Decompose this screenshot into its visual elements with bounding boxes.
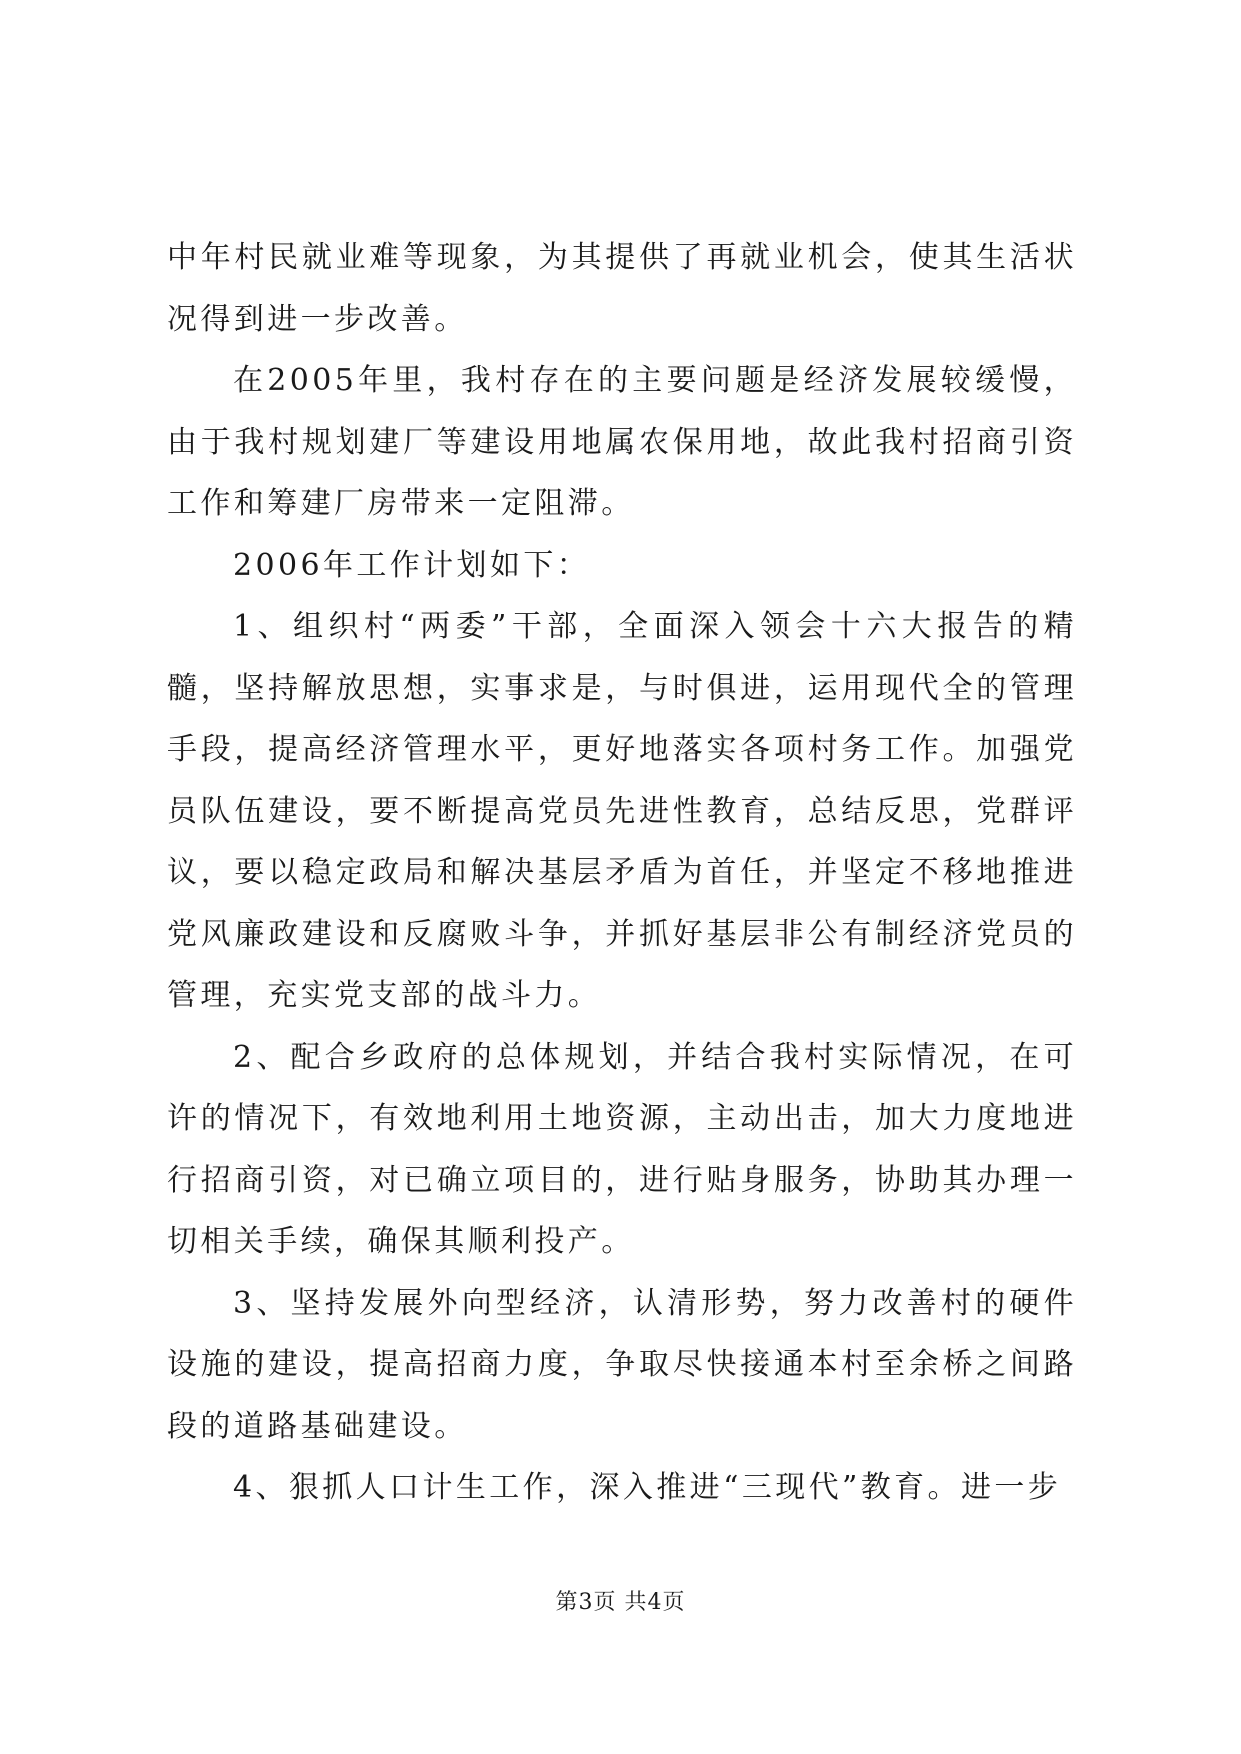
paragraph-problems-2005: 在2005年里，我村存在的主要问题是经济发展较缓慢，由于我村规划建厂等建设用地属农保用地，故此我村招商引资工作和筹建厂房带来一定阻滞。	[167, 363, 1077, 521]
document-body	[167, 227, 1077, 1519]
paragraph-plan-item-3: 3、坚持发展外向型经济，认清形势，努力改善村的硬件设施的建设，提高招商力度，争取尽快接通本村至余桥之间路段的道路基础建设。	[167, 1285, 1077, 1444]
page-footer	[0, 1588, 1241, 1618]
paragraph-plan-heading: 2006年工作计划如下：	[233, 547, 591, 583]
paragraph-plan-item-4: 4、狠抓人口计生工作，深入推进“三现代”教育。进一步	[233, 1470, 1062, 1505]
paragraph-continuation: 中年村民就业难等现象，为其提供了再就业机会，使其生活状况得到进一步改善。	[167, 240, 1077, 337]
paragraph-plan-item-2: 2、配合乡政府的总体规划，并结合我村实际情况，在可许的情况下，有效地利用土地资源，主动出击，加大力度地进行招商引资，对已确立项目的，进行贴身服务，协助其办理一切相关手续，确保其顺利投产。	[167, 1039, 1077, 1259]
paragraph-plan-item-1: 1、组织村“两委”干部，全面深入领会十六大报告的精髓，坚持解放思想，实事求是，与时俱进，运用现代全的管理手段，提高经济管理水平，更好地落实各项村务工作。加强党员队伍建设，要不断提高党员先进性教育，总结反思，党群评议，要以稳定政局和解决基层矛盾为首任，并坚定不移地推进党风廉政建设和反腐败斗争，并抓好基层非公有制经济党员的管理，充实党支部的战斗力。	[167, 609, 1077, 1013]
page-number-label: 第3页 共4页	[555, 1590, 686, 1615]
